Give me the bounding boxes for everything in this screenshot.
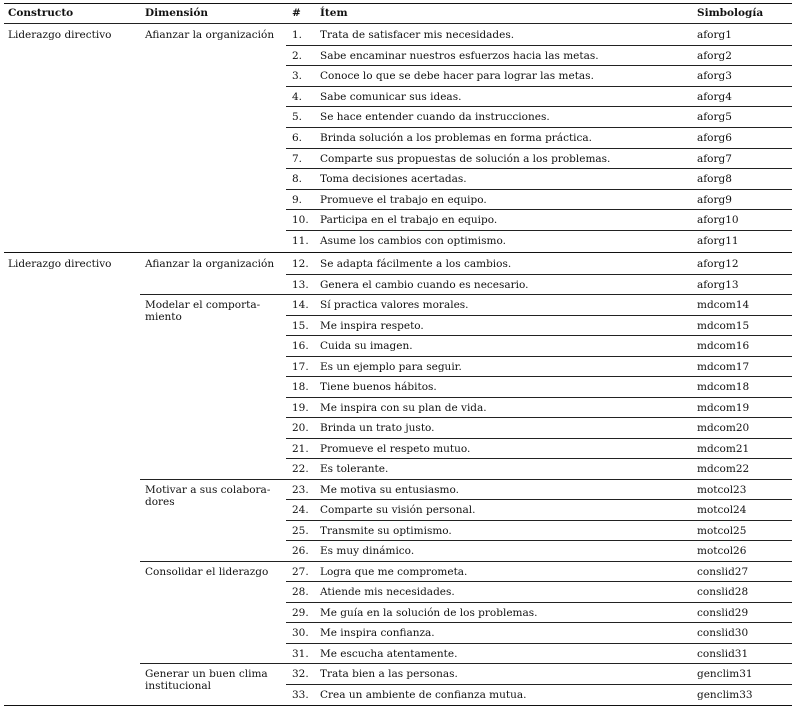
item-text: Trata de satisfacer mis necesidades.	[320, 29, 515, 41]
item-symbol: mdcom15	[697, 319, 750, 332]
item-text: Transmite su optimismo.	[320, 524, 452, 537]
dimension-label: Generar un buen clima institucional	[145, 668, 268, 692]
item-symbol: motcol26	[697, 545, 747, 557]
item-number: 10.	[292, 214, 309, 227]
item-symbol: aforg9	[697, 193, 732, 206]
row-rule	[286, 397, 792, 398]
item-text: Asume los cambios con optimismo.	[320, 235, 506, 247]
item-symbol: motcol25	[697, 524, 747, 537]
item-number: 13.	[292, 278, 309, 291]
header-constructo: Constructo	[8, 7, 74, 19]
item-symbol: mdcom19	[697, 401, 750, 414]
item-symbol: conslid27	[697, 565, 749, 578]
item-symbol: aforg6	[697, 132, 732, 144]
item-symbol: mdcom16	[697, 340, 750, 352]
item-number: 6.	[292, 132, 303, 144]
item-text: Es tolerante.	[320, 463, 389, 475]
header-simbologia: Simbología	[697, 7, 764, 19]
dimension-rule	[140, 561, 792, 562]
item-number: 9.	[292, 193, 303, 206]
item-symbol: mdcom17	[697, 360, 750, 373]
item-text: Me inspira respeto.	[320, 319, 424, 332]
item-symbol: mdcom18	[697, 381, 750, 393]
item-number: 12.	[292, 258, 309, 270]
item-symbol: aforg7	[697, 152, 732, 165]
row-rule	[286, 230, 792, 231]
item-number: 4.	[292, 90, 303, 103]
dimension-label: Motivar a sus colabora-dores	[145, 483, 271, 508]
dimension-label: Consolidar el liderazgo	[145, 565, 269, 578]
row-rule	[286, 520, 792, 521]
item-text: Genera el cambio cuando es necesario.	[320, 278, 529, 291]
item-symbol: mdcom14	[697, 299, 750, 311]
row-rule	[286, 602, 792, 603]
row-rule	[286, 65, 792, 66]
row-rule	[286, 417, 792, 418]
item-number: 17.	[292, 360, 309, 373]
item-number: 3.	[292, 70, 303, 83]
item-number: 26.	[292, 545, 309, 557]
table-bottom-rule	[4, 705, 792, 706]
header-item: Ítem	[320, 7, 348, 19]
item-symbol: aforg2	[697, 49, 732, 62]
item-number: 20.	[292, 422, 309, 434]
row-rule	[286, 315, 792, 316]
item-number: 18.	[292, 381, 309, 393]
item-text: Se adapta fácilmente a los cambios.	[320, 258, 512, 270]
constructo-label: Liderazgo directivo	[8, 258, 112, 270]
dimension-rule	[140, 479, 792, 480]
item-symbol: genclim33	[697, 688, 753, 701]
item-text: Me guía en la solución de los problemas.	[320, 606, 538, 619]
row-rule	[286, 438, 792, 439]
item-number: 16.	[292, 340, 309, 352]
item-text: Comparte sus propuestas de solución a los problemas.	[320, 152, 611, 165]
item-text: Se hace entender cuando da instrucciones.	[320, 111, 550, 124]
row-rule	[286, 622, 792, 623]
item-number: 19.	[292, 401, 309, 414]
item-number: 33.	[292, 688, 309, 701]
row-rule	[286, 643, 792, 644]
item-symbol: mdcom21	[697, 442, 750, 455]
dimension-label: Afianzar la organización	[145, 258, 275, 270]
constructo-label: Liderazgo directivo	[8, 29, 112, 41]
item-text: Me inspira confianza.	[320, 627, 435, 639]
dimension-label: Afianzar la organización	[145, 29, 275, 41]
item-text: Comparte su visión personal.	[320, 504, 476, 516]
item-number: 5.	[292, 111, 303, 124]
item-text: Es un ejemplo para seguir.	[320, 360, 462, 373]
item-text: Tiene buenos hábitos.	[320, 381, 437, 393]
item-text: Trata bien a las personas.	[320, 668, 458, 680]
item-symbol: conslid30	[697, 627, 749, 639]
row-rule	[286, 581, 792, 582]
table-top-rule	[4, 3, 792, 4]
row-rule	[286, 499, 792, 500]
item-symbol: aforg11	[697, 235, 739, 247]
item-number: 21.	[292, 442, 309, 455]
item-symbol: aforg13	[697, 278, 739, 291]
row-rule	[286, 335, 792, 336]
item-text: Brinda un trato justo.	[320, 422, 435, 434]
item-text: Cuida su imagen.	[320, 340, 413, 352]
item-number: 8.	[292, 173, 303, 186]
header-rule	[4, 23, 792, 24]
item-symbol: aforg4	[697, 90, 732, 103]
item-number: 25.	[292, 524, 309, 537]
item-symbol: aforg10	[697, 214, 739, 227]
item-symbol: aforg3	[697, 70, 732, 83]
section-rule	[4, 252, 792, 253]
row-rule	[286, 86, 792, 87]
item-symbol: motcol24	[697, 504, 747, 516]
item-text: Brinda solución a los problemas en forma práctica.	[320, 132, 593, 144]
row-rule	[286, 376, 792, 377]
dimension-rule	[140, 663, 792, 664]
item-text: Es muy dinámico.	[320, 545, 415, 557]
item-symbol: motcol23	[697, 483, 747, 496]
item-symbol: mdcom22	[697, 463, 750, 475]
item-text: Crea un ambiente de confianza mutua.	[320, 688, 527, 701]
item-number: 15.	[292, 319, 309, 332]
item-symbol: aforg5	[697, 111, 732, 124]
row-rule	[286, 148, 792, 149]
item-number: 2.	[292, 49, 303, 62]
item-text: Promueve el trabajo en equipo.	[320, 193, 487, 206]
item-number: 27.	[292, 565, 309, 578]
item-symbol: aforg8	[697, 173, 732, 186]
item-symbol: conslid31	[697, 647, 749, 660]
item-symbol: conslid28	[697, 586, 749, 598]
dimension-label: Modelar el comporta-miento	[145, 299, 261, 323]
item-symbol: genclim31	[697, 668, 753, 680]
item-symbol: mdcom20	[697, 422, 750, 434]
row-rule	[286, 356, 792, 357]
item-text: Sí practica valores morales.	[320, 299, 469, 311]
header-num: #	[292, 7, 301, 19]
item-symbol: conslid29	[697, 606, 749, 619]
item-symbol: aforg12	[697, 258, 739, 270]
row-rule	[286, 458, 792, 459]
item-number: 1.	[292, 29, 303, 41]
item-number: 23.	[292, 483, 309, 496]
item-text: Conoce lo que se debe hacer para lograr las metas.	[320, 70, 594, 83]
item-text: Atiende mis necesidades.	[320, 586, 455, 598]
item-text: Me motiva su entusiasmo.	[320, 483, 459, 496]
item-text: Me escucha atentamente.	[320, 647, 458, 660]
item-number: 32.	[292, 668, 309, 680]
row-rule	[286, 127, 792, 128]
item-number: 30.	[292, 627, 309, 639]
item-text: Sabe comunicar sus ideas.	[320, 90, 462, 103]
item-number: 24.	[292, 504, 309, 516]
item-text: Logra que me comprometa.	[320, 565, 468, 578]
item-symbol: aforg1	[697, 29, 732, 41]
item-number: 29.	[292, 606, 309, 619]
row-rule	[286, 684, 792, 685]
row-rule	[286, 274, 792, 275]
item-text: Toma decisiones acertadas.	[320, 173, 467, 186]
row-rule	[286, 209, 792, 210]
row-rule	[286, 106, 792, 107]
row-rule	[286, 189, 792, 190]
item-text: Sabe encaminar nuestros esfuerzos hacia las metas.	[320, 49, 599, 62]
item-number: 28.	[292, 586, 309, 598]
dimension-rule	[140, 294, 792, 295]
item-number: 14.	[292, 299, 309, 311]
item-number: 22.	[292, 463, 309, 475]
item-text: Me inspira con su plan de vida.	[320, 401, 487, 414]
header-dimension: Dimensión	[145, 7, 209, 19]
row-rule	[286, 45, 792, 46]
row-rule	[286, 540, 792, 541]
item-text: Participa en el trabajo en equipo.	[320, 214, 498, 227]
item-number: 7.	[292, 152, 303, 165]
item-number: 11.	[292, 235, 309, 247]
item-number: 31.	[292, 647, 309, 660]
row-rule	[286, 168, 792, 169]
item-text: Promueve el respeto mutuo.	[320, 442, 471, 455]
